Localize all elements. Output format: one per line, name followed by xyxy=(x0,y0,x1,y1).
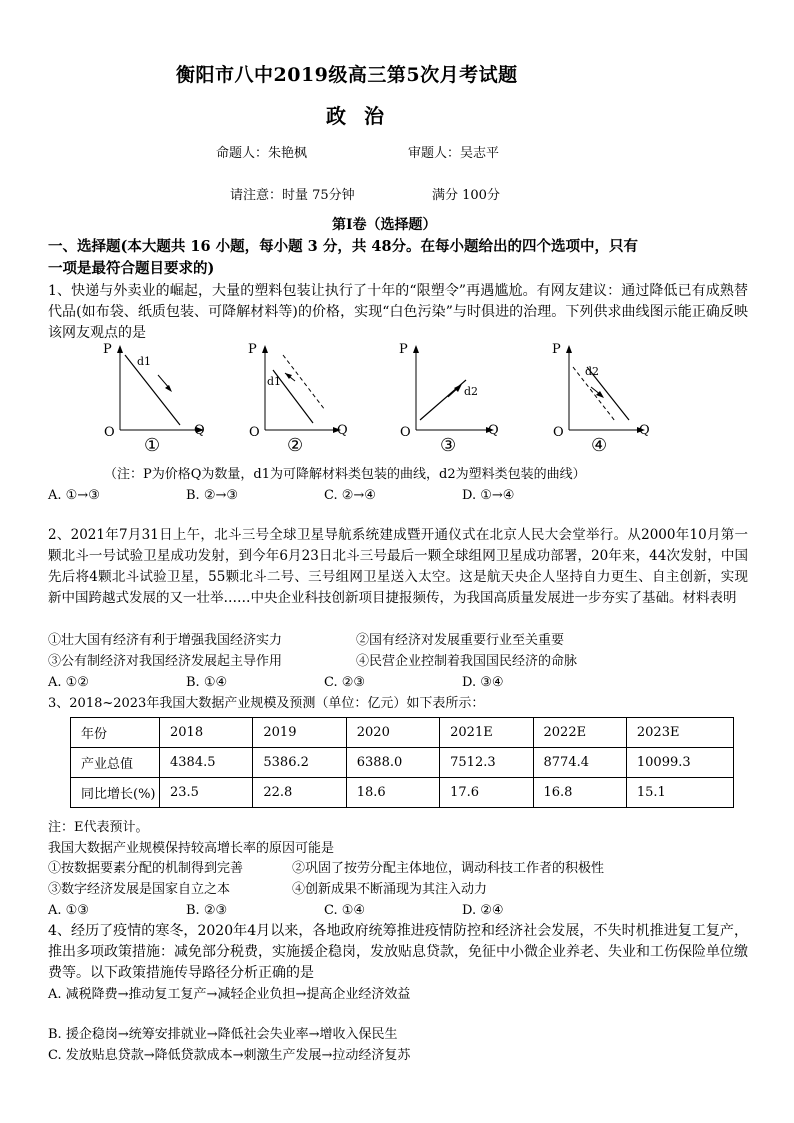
graph-4-number: ④ xyxy=(591,435,608,456)
q3-question: 我国大数据产业规模保持较高增长率的原因可能是 xyxy=(48,841,335,856)
q1-option-d: D. ①→④ xyxy=(462,488,515,503)
table-cell: 16.8 xyxy=(533,778,626,808)
reviewer: 审题人：吴志平 xyxy=(408,146,500,161)
subject-title: 政治 xyxy=(326,104,402,128)
graph-4-origin: O xyxy=(553,425,564,440)
section-instructions-1: 一、选择题(本大题共 16 小题，每小题 3 分，共 48分。在每小题给出的四个选项中，只有 xyxy=(48,238,639,255)
q3-item-2: ②巩固了按劳分配主体地位，调动科技工作者的积极性 xyxy=(292,861,605,876)
q3-stem: 3、2018~2023年我国大数据产业规模及预测（单位：亿元）如下表所示： xyxy=(48,696,485,711)
q3-option-c: C. ①④ xyxy=(324,903,366,918)
author: 命题人：朱艳枫 xyxy=(216,146,308,161)
graph-2-origin: O xyxy=(249,425,260,440)
table-cell: 2023E xyxy=(626,718,733,748)
q2-option-b: B. ①④ xyxy=(186,675,228,690)
q2-item-1: ①壮大国有经济有利于增强我国经济实力 xyxy=(48,633,283,648)
table-cell: 年份 xyxy=(71,718,160,748)
graph-3-origin: O xyxy=(400,425,411,440)
graph-2-curve-label: d1 xyxy=(267,375,282,388)
table-cell: 7512.3 xyxy=(440,748,533,778)
q2-option-a: A. ①② xyxy=(48,675,89,690)
table-cell: 15.1 xyxy=(626,778,733,808)
full-score: 满分 100分 xyxy=(432,188,500,203)
time-limit: 请注意：时量 75分钟 xyxy=(230,188,355,203)
table-cell: 18.6 xyxy=(346,778,439,808)
graph-1-curve-label: d1 xyxy=(137,355,152,368)
q3-note: 注：E代表预计。 xyxy=(48,820,149,835)
q3-item-4: ④创新成果不断涌现为其注入动力 xyxy=(292,882,488,897)
graph-1-axis-p: P xyxy=(103,342,112,357)
graph-2-number: ② xyxy=(287,435,304,456)
graph-2-axis-q: Q xyxy=(337,423,348,438)
q4-option-a: A. 减税降费→推动复工复产→减轻企业负担→提高企业经济效益 xyxy=(48,987,411,1002)
table-cell: 5386.2 xyxy=(253,748,346,778)
q2-item-3: ③公有制经济对我国经济发展起主导作用 xyxy=(48,654,283,669)
table-cell: 2018 xyxy=(160,718,253,748)
table-cell: 2021E xyxy=(440,718,533,748)
graph-3-number: ③ xyxy=(440,435,457,456)
q4-option-c: C. 发放贴息贷款→降低贷款成本→刺激生产发展→拉动经济复苏 xyxy=(48,1048,411,1063)
table-cell: 23.5 xyxy=(160,778,253,808)
table-cell: 6388.0 xyxy=(346,748,439,778)
graph-3-curve-label: d2 xyxy=(464,385,479,398)
q3-option-a: A. ①③ xyxy=(48,903,89,918)
graph-1-origin: O xyxy=(104,425,115,440)
table-row xyxy=(71,748,734,778)
table-cell: 17.6 xyxy=(440,778,533,808)
graph-3 xyxy=(396,342,516,464)
q4-option-b: B. 援企稳岗→统筹安排就业→降低社会失业率→增收入保民生 xyxy=(48,1027,398,1042)
q2-stem: 2、2021年7月31日上午，北斗三号全球卫星导航系统建成暨开通仪式在北京人民大会堂举行。从2000年10月第一颗北斗一号试验卫星成功发射，到今年6月23日北斗三号最后一颗全球组网卫星成功部署，20年来，44次发射，中国先后将4颗北斗试验卫星，55颗北斗二号、三号组网卫星送入太空。这是航天央企人坚持自力更生、自主创新，实现新中国跨越式发展的又一壮举……中央企业科技创新项目捷报频传，为我国高质量发展进一步夯实了基础。材料表明 xyxy=(48,527,748,606)
graph-3-axis-p: P xyxy=(399,342,408,357)
graph-4-axis-p: P xyxy=(552,342,561,357)
q1-stem: 1、快递与外卖业的崛起，大量的塑料包装让执行了十年的“限塑令”再遇尴尬。有网友建议：通过降低已有成熟替代品(如布袋、纸质包装、可降解材料等)的价格，实现“白色污染”与时俱进的治理。下列供求曲线图示能正确反映该网友观点的是 xyxy=(48,283,748,341)
graph-1-axis-q: Q xyxy=(194,423,205,438)
exam-title: 衡阳市八中2019级高三第5次月考试题 xyxy=(176,64,518,86)
graph-4-curve-label: d2 xyxy=(585,365,600,378)
table-cell: 10099.3 xyxy=(626,748,733,778)
q1-option-c: C. ②→④ xyxy=(324,488,376,503)
q3-option-b: B. ②③ xyxy=(186,903,228,918)
graph-3-axis-q: Q xyxy=(488,423,499,438)
table-cell: 2019 xyxy=(253,718,346,748)
table-cell: 4384.5 xyxy=(160,748,253,778)
graph-1-number: ① xyxy=(144,435,161,456)
q3-option-d: D. ②④ xyxy=(462,903,504,918)
graph-4 xyxy=(549,342,669,464)
graph-4-axis-q: Q xyxy=(639,423,650,438)
q4-stem: 4、经历了疫情的寒冬，2020年4月以来，各地政府统筹推进疫情防控和经济社会发展，不失时机推进复工复产，推出多项政策措施：减免部分税费，实施援企稳岗，发放贴息贷款，免征中小微企业养老、失业和工伤保险单位缴费等。以下政策措施传导路径分析正确的是 xyxy=(48,923,748,981)
table-cell: 同比增长(%) xyxy=(71,778,160,808)
table-row xyxy=(71,718,734,748)
q2-item-2: ②国有经济对发展重要行业至关重要 xyxy=(356,633,565,648)
table-cell: 产业总值 xyxy=(71,748,160,778)
q1-note: （注：P为价格Q为数量，d1为可降解材料类包装的曲线，d2为塑料类包装的曲线） xyxy=(104,467,586,482)
q3-item-1: ①按数据要素分配的机制得到完善 xyxy=(48,861,244,876)
graph-2-axis-p: P xyxy=(248,342,257,357)
q3-item-3: ③数字经济发展是国家自立之本 xyxy=(48,882,231,897)
section-title: 第Ⅰ卷（选择题） xyxy=(332,217,437,233)
q1-option-b: B. ②→③ xyxy=(186,488,239,503)
table-row xyxy=(71,778,734,808)
table-cell: 22.8 xyxy=(253,778,346,808)
table-cell: 8774.4 xyxy=(533,748,626,778)
q2-option-d: D. ③④ xyxy=(462,675,504,690)
section-instructions-2: 一项是最符合题目要求的) xyxy=(48,260,215,277)
table-cell: 2022E xyxy=(533,718,626,748)
q1-option-a: A. ①→③ xyxy=(48,488,100,503)
graph-1 xyxy=(100,342,220,464)
graph-2 xyxy=(245,342,365,464)
q2-item-4: ④民营企业控制着我国国民经济的命脉 xyxy=(356,654,578,669)
q2-option-c: C. ②③ xyxy=(324,675,366,690)
q3-data-table xyxy=(70,717,734,808)
table-cell: 2020 xyxy=(346,718,439,748)
